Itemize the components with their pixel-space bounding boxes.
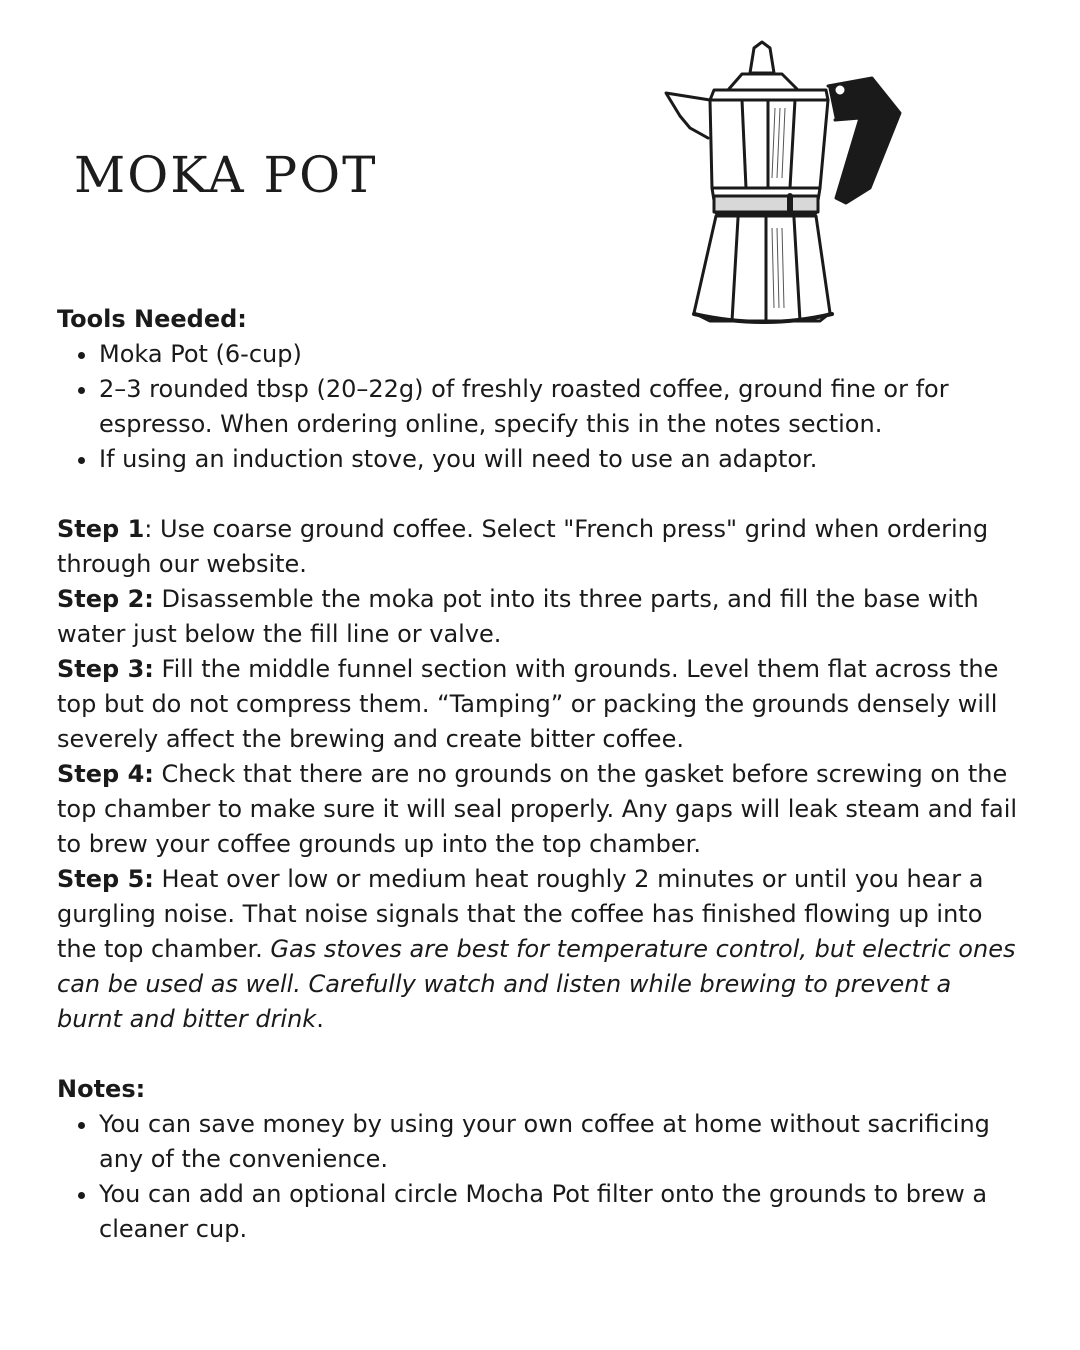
step-2: [57, 582, 1022, 652]
step-label: Step 4:: [57, 760, 154, 788]
step-label: Step 5:: [57, 865, 154, 893]
step-5: [57, 862, 1022, 1037]
step-label: Step 1: [57, 515, 145, 543]
notes-heading: Notes:: [57, 1075, 146, 1103]
step-label: Step 2:: [57, 585, 154, 613]
step-1: [57, 512, 1022, 582]
list-item: • You can save money by using your own coffee at home without sacrificing any of the convenience.: [99, 1107, 1022, 1177]
step-end: .: [316, 1005, 324, 1033]
instructions-content: [57, 302, 1022, 1247]
page-title: MOKA POT: [74, 146, 378, 204]
list-item: • 2–3 rounded tbsp (20–22g) of freshly roasted coffee, ground fine or for espresso. When ordering online, specify this in the notes section.: [99, 372, 1022, 442]
spacer: [57, 1037, 1022, 1072]
list-item: • Moka Pot (6-cup): [99, 337, 1022, 372]
step-text: Disassemble the moka pot into its three parts, and fill the base with water just below the fill line or valve.: [57, 585, 979, 648]
step-text: Heat over low or medium heat roughly 2 minutes or until you hear a gurgling noise. That noise signals that the coffee has finished flowing up into the top chamber.: [57, 865, 984, 963]
step-note: Gas stoves are best for temperature control, but electric ones can be used as well. Carefully watch and listen while brewing to prevent a burnt and bitter drink: [57, 935, 1016, 1033]
moka-pot-illustration: [650, 38, 910, 333]
list-item: • If using an induction stove, you will need to use an adaptor.: [99, 442, 1022, 477]
tools-heading: Tools Needed:: [57, 305, 247, 333]
step-text: Fill the middle funnel section with grounds. Level them flat across the top but do not compress them. “Tamping” or packing the grounds densely will severely affect the brewing and create bitter coffee.: [57, 655, 999, 753]
tools-list: [57, 337, 1022, 477]
notes-list: [57, 1107, 1022, 1247]
step-4: [57, 757, 1022, 862]
step-text: : Use coarse ground coffee. Select "French press" grind when ordering through our website.: [57, 515, 989, 578]
list-item: • You can add an optional circle Mocha Pot filter onto the grounds to brew a cleaner cup.: [99, 1177, 1022, 1247]
step-text: Check that there are no grounds on the gasket before screwing on the top chamber to make sure it will seal properly. Any gaps will leak steam and fail to brew your coffee grounds up into the top chamber.: [57, 760, 1018, 858]
spacer: [57, 477, 1022, 512]
step-3: [57, 652, 1022, 757]
step-label: Step 3:: [57, 655, 154, 683]
